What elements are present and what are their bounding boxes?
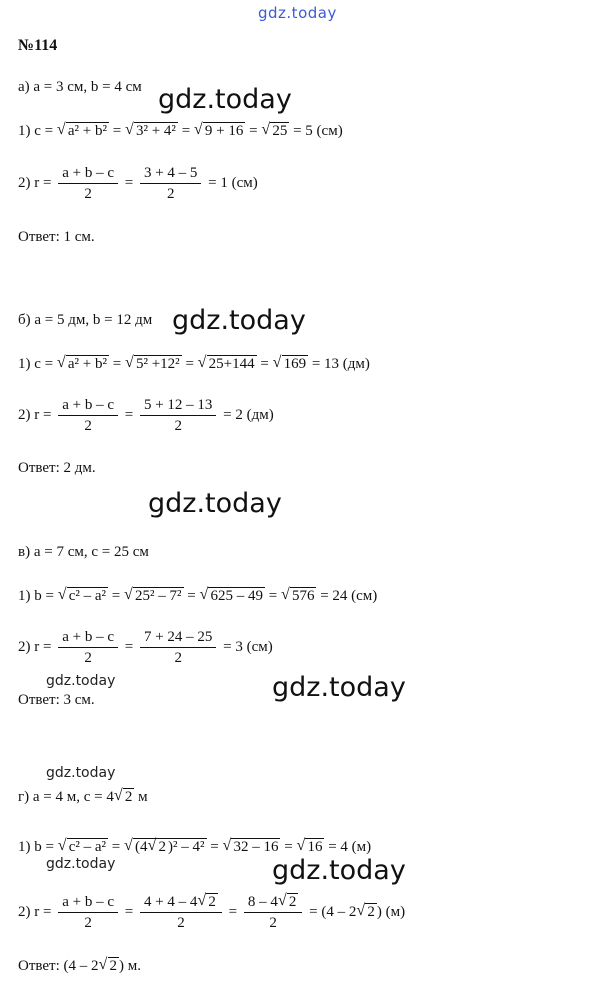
watermark-3: gdz.today — [148, 488, 282, 519]
part-b-l2-prefix: 2) r = — [18, 406, 52, 423]
part-g-given-prefix: г) a = 4 м, c = 4 — [18, 789, 114, 805]
part-g-l1-prefix: 1) b = — [18, 839, 54, 855]
part-b-line1: 1) c = √ a² + b² = √ 5² +12² = √ 25+144 = √ 169 = 13 (дм) — [18, 355, 370, 373]
fraction-g-2: $\frac{4 + 4 - 4√ 2}{2}$ — [140, 893, 222, 932]
sqrt-g-1: √ c² – a² — [58, 838, 108, 856]
part-g-answer — [18, 957, 141, 975]
sqrt-v-2: √ 25² – 7² — [124, 587, 184, 605]
sqrt-g-3: √ 32 – 16 — [222, 838, 280, 856]
watermark-6: gdz.today — [46, 765, 116, 781]
part-a-l1-prefix: 1) c = — [18, 123, 54, 139]
part-b-l1-result: = 13 (дм) — [311, 356, 370, 372]
part-g-l2-result-post: ) (м) — [376, 903, 406, 920]
sqrt-v-4: √ 576 — [281, 587, 317, 605]
part-g-answer-post: ) м. — [119, 958, 142, 974]
part-b-l2-result: = 2 (дм) — [223, 406, 274, 423]
part-b-given: б) a = 5 дм, b = 12 дм — [18, 312, 153, 328]
sqrt-b-2: √ 5² +12² — [125, 355, 182, 373]
fraction-a-1: $\frac{a + b - c}{2}$ — [58, 164, 118, 203]
sqrt-g-2-inner: √ 2 — [148, 838, 169, 856]
sqrt-g-frac3: √ 2 — [278, 893, 299, 911]
watermark-1: gdz.today — [158, 84, 292, 115]
part-g-l2-prefix: 2) r = — [18, 903, 52, 920]
part-g-line1: 1) b = √ c² – a² = √ (4√ 2 )² – 4² = √ 32 – 16 = √ 16 = 4 (м) — [18, 838, 371, 856]
sqrt-v-3: √ 625 – 49 — [199, 587, 265, 605]
fraction-g-1: $\frac{a + b - c}{2}$ — [58, 893, 118, 932]
part-v-line1: 1) b = √ c² – a² = √ 25² – 7² = √ 625 – 49 = √ 576 = 24 (см) — [18, 587, 377, 605]
sqrt-g-4: √ 16 — [296, 838, 324, 856]
part-v-l1-result: = 24 (см) — [320, 588, 378, 604]
part-a-answer: Ответ: 1 см. — [18, 229, 95, 245]
sqrt-a-3: √ 9 + 16 — [194, 122, 245, 140]
part-a-line1: 1) c = √ a² + b² = √ 3² + 4² = √ 9 + 16 = √ 25 = 5 (см) — [18, 122, 343, 140]
part-a-given: а) a = 3 см, b = 4 см — [18, 79, 142, 95]
fraction-v-1: $\frac{a + b - c}{2}$ — [58, 628, 118, 667]
part-v-l1-prefix: 1) b = — [18, 588, 54, 604]
fraction-b-2: $\frac{5 + 12 - 13}{2}$ — [140, 396, 216, 435]
sqrt-g-2: √ (4√ 2 )² – 4² — [124, 838, 207, 856]
sqrt-a-4: √ 25 — [261, 122, 289, 140]
sqrt-g-given: √ 2 — [114, 788, 135, 806]
fraction-a-2: $\frac{3 + 4 - 5}{2}$ — [140, 164, 201, 203]
sqrt-b-4: √ 169 — [273, 355, 309, 373]
part-v-l2-result: = 3 (см) — [223, 638, 273, 655]
sqrt-a-2: √ 3² + 4² — [125, 122, 178, 140]
part-a-l2-result: = 1 (см) — [208, 174, 258, 191]
sqrt-v-1: √ c² – a² — [58, 587, 108, 605]
part-b-l1-prefix: 1) c = — [18, 356, 54, 372]
watermark-5: gdz.today — [272, 672, 406, 703]
part-g-given-unit: м — [138, 789, 148, 805]
sqrt-g-frac2: √ 2 — [197, 893, 218, 911]
watermark-top: gdz.today — [258, 4, 337, 22]
part-g-l2-result-pre: = (4 – 2 — [309, 903, 357, 920]
fraction-v-2: $\frac{7 + 24 - 25}{2}$ — [140, 628, 216, 667]
watermark-7: gdz.today — [46, 856, 116, 872]
sqrt-b-3: √ 25+144 — [198, 355, 257, 373]
part-b-line2: 2) r = $\frac{a + b - c}{2}$ = $\frac{5 + 12 - 13}{2}$ = 2 (дм) — [18, 397, 274, 434]
watermark-2: gdz.today — [172, 305, 306, 336]
part-g-given — [18, 788, 148, 806]
sqrt-a-1: √ a² + b² — [57, 122, 109, 140]
part-b-answer: Ответ: 2 дм. — [18, 460, 96, 476]
watermark-8: gdz.today — [272, 855, 406, 886]
part-v-answer: Ответ: 3 см. — [18, 692, 95, 708]
sqrt-b-1: √ a² + b² — [57, 355, 109, 373]
sqrt-g-result: √ 2 — [356, 903, 377, 921]
part-v-line2: 2) r = $\frac{a + b - c}{2}$ = $\frac{7 + 24 - 25}{2}$ = 3 (см) — [18, 629, 273, 666]
problem-number: №114 — [18, 37, 58, 54]
part-a-l2-prefix: 2) r = — [18, 174, 52, 191]
watermark-4: gdz.today — [46, 673, 116, 689]
sqrt-g-answer: √ 2 — [99, 957, 120, 975]
part-a-line2: 2) r = $\frac{a + b - c}{2}$ = $\frac{3 + 4 - 5}{2}$ = 1 (см) — [18, 165, 258, 202]
part-v-l2-prefix: 2) r = — [18, 638, 52, 655]
part-v-given: в) a = 7 см, c = 25 см — [18, 544, 149, 560]
fraction-b-1: $\frac{a + b - c}{2}$ — [58, 396, 118, 435]
part-a-l1-result: = 5 (см) — [293, 123, 343, 139]
part-g-answer-pre: Ответ: (4 – 2 — [18, 958, 99, 974]
part-g-l1-result: = 4 (м) — [328, 839, 372, 855]
fraction-g-3: $\frac{8 - 4√ 2}{2}$ — [244, 893, 303, 932]
part-g-line2: 2) r = $\frac{a + b - c}{2}$ = $\frac{4 + 4 - 4√ 2}{2}$ = $\frac{8 - 4√ 2}{2}$ = (4 – 2√ 2 ) (м) — [18, 893, 405, 932]
